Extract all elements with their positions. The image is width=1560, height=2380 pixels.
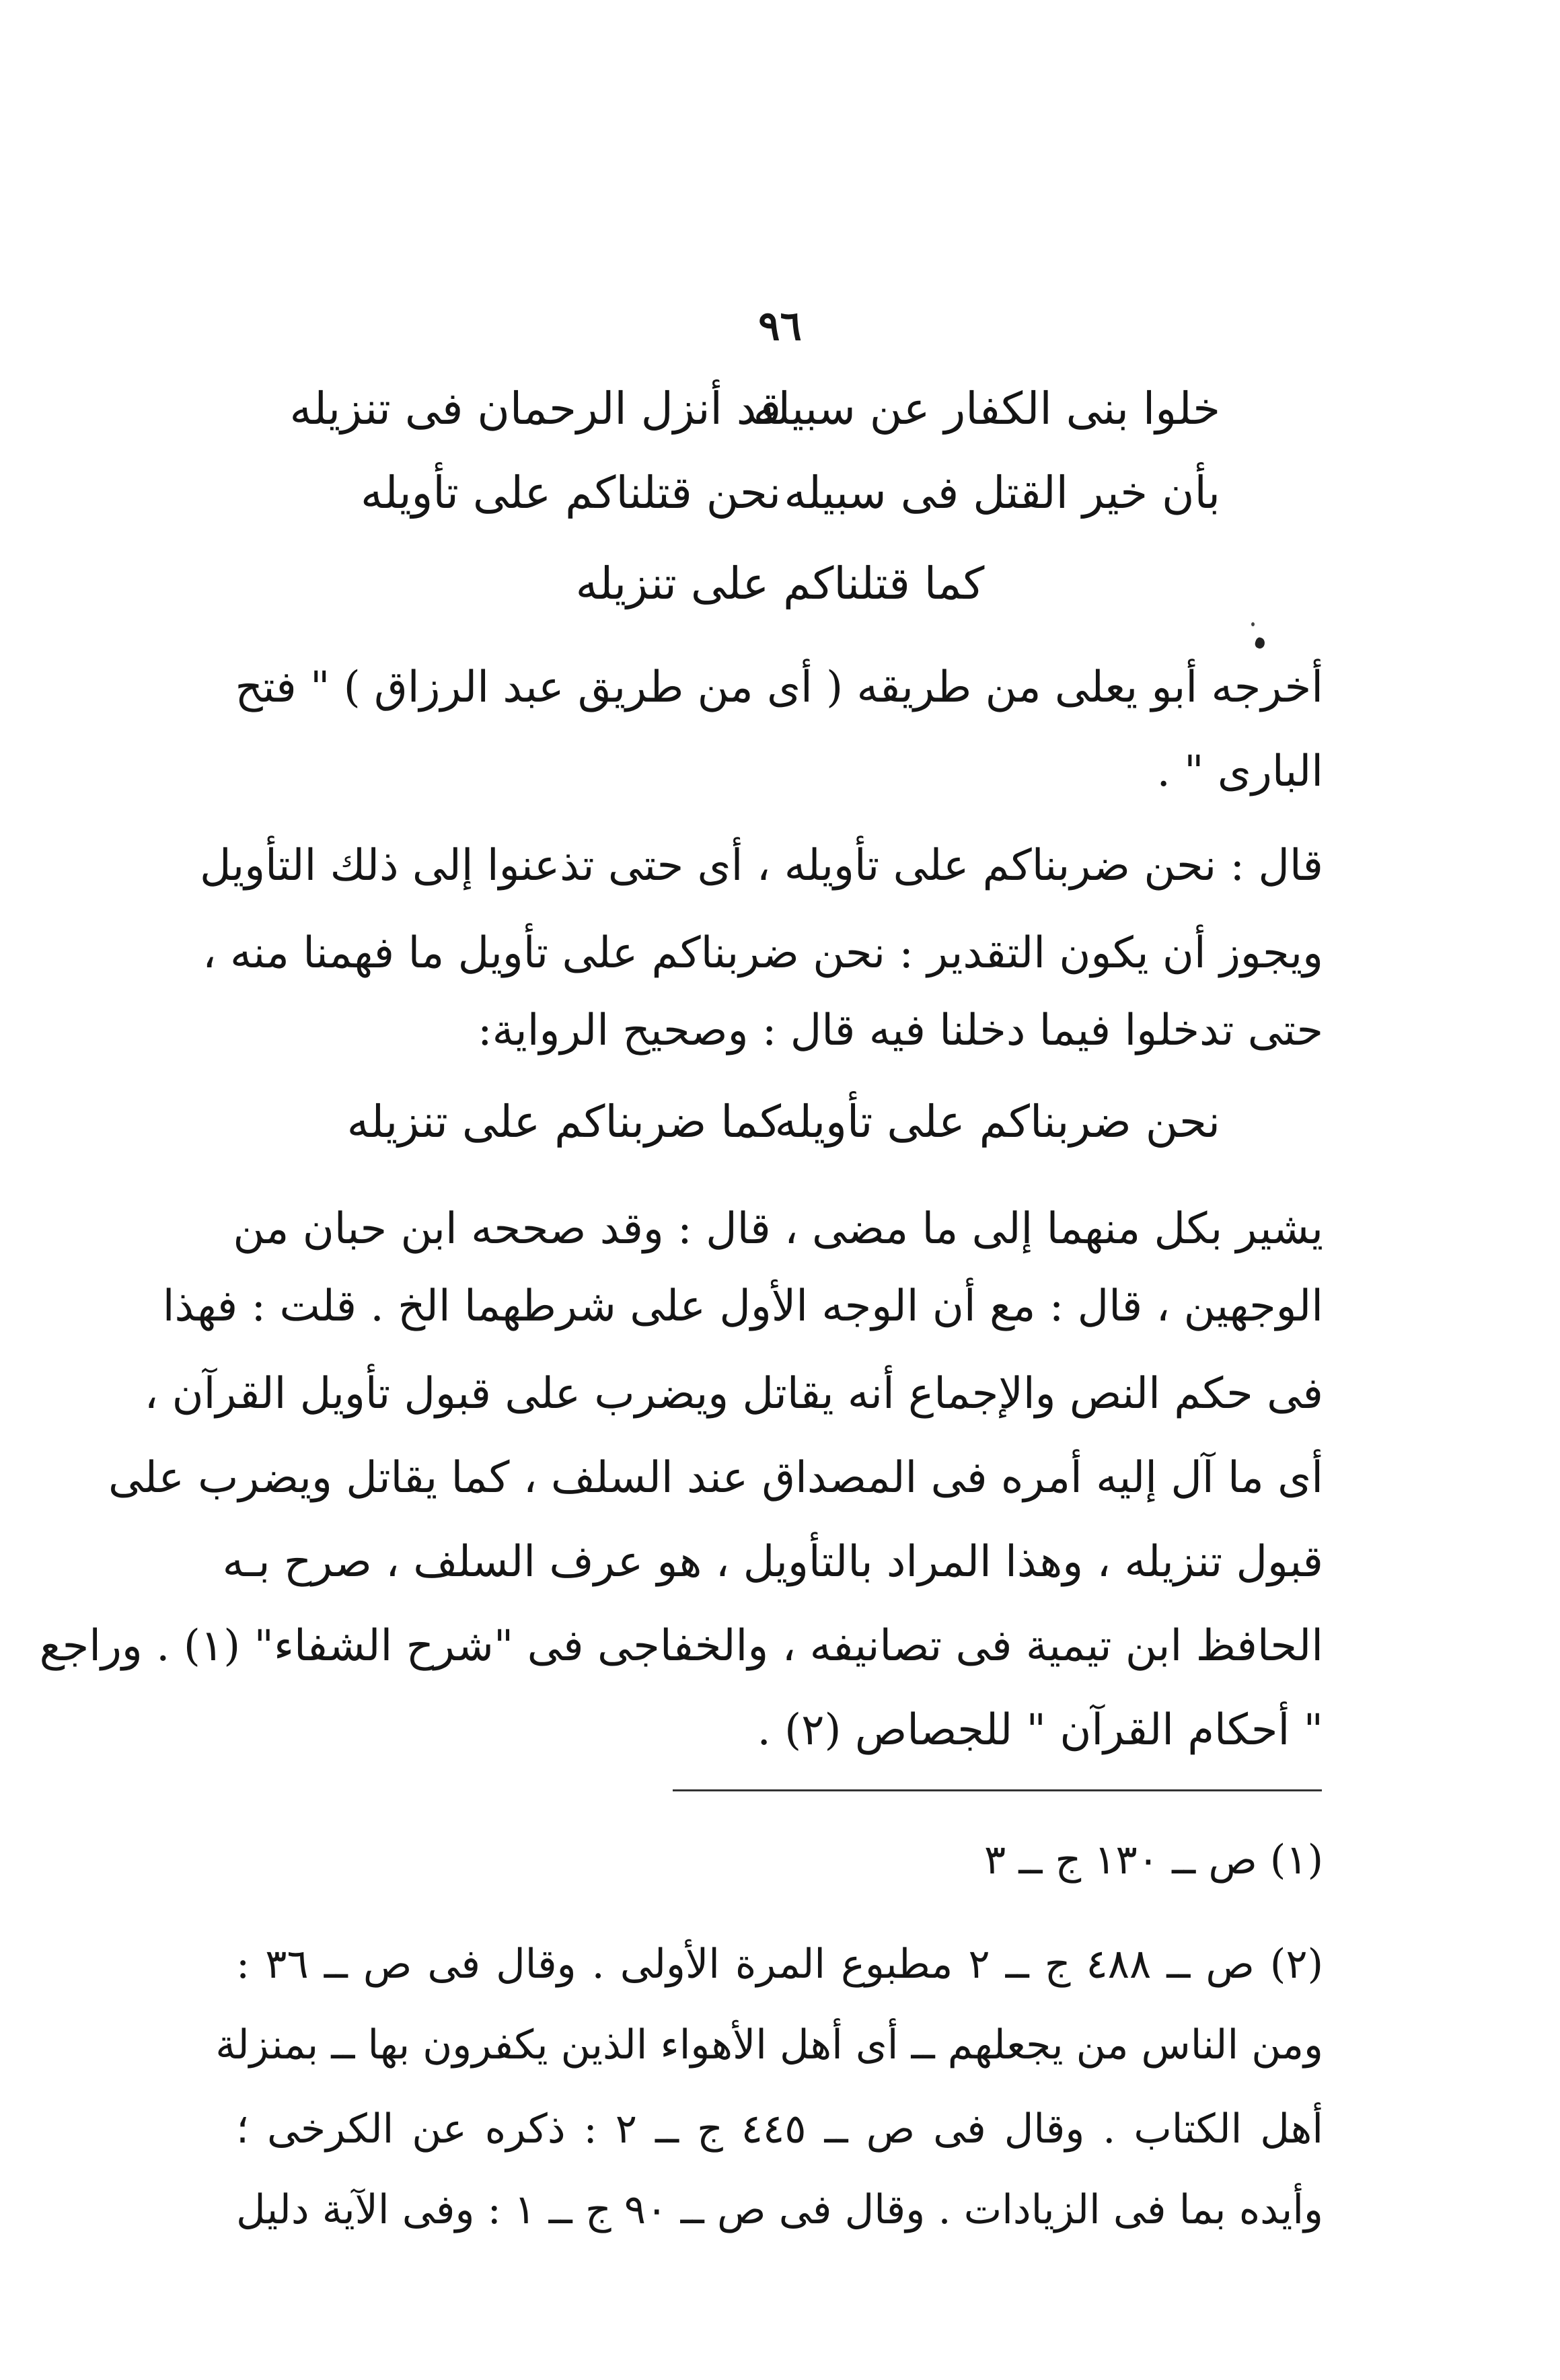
ink-speck (1254, 636, 1267, 650)
body-line4: أى ما آل إليه أمره فى المصداق عند السلف ، كما يقاتل ويضرب على (108, 1453, 1323, 1503)
body-line5: قبول تنزيله ، وهذا المراد بالتأويل ، هو عرف السلف ، صرح بـه (222, 1537, 1323, 1587)
footnote-1: (١) ص ــ ١٣٠ ج ــ ٣ (983, 1836, 1323, 1884)
verse2-right: نحن ضربناكم على تأويله (774, 1096, 1220, 1148)
page-number: ٩٦ (758, 303, 802, 350)
commentary-line3: حتى تدخلوا فيما دخلنا فيه قال : وصحيح الرواية: (478, 1006, 1323, 1055)
commentary-line1: قال : نحن ضربناكم على تأويله ، أى حتى تذعنوا إلى ذلك التأويل (199, 841, 1323, 891)
ink-speck-small (1251, 622, 1255, 626)
source-note-line2: البارى " . (1156, 747, 1323, 796)
commentary-line2: ويجوز أن يكون التقدير : نحن ضربناكم على تأويل ما فهمنا منه ، (202, 928, 1323, 978)
poem-line3-center: كما قتلناكم على تنزيله (575, 558, 985, 609)
poem-line1-left: قد أنزل الرحمان فى تنزيله (289, 383, 781, 435)
footnote-2-line1: (٢) ص ــ ٤٨٨ ج ــ ٢ مطبوع المرة الأولى . وقال فى ص ــ ٣٦ : (236, 1941, 1323, 1988)
footnote-separator (673, 1789, 1322, 1791)
footnote-2-line3: أهل الكتاب . وقال فى ص ــ ٤٤٥ ج ــ ٢ : ذكره عن الكرخى ؛ (236, 2106, 1323, 2153)
body-line2: الوجهين ، قال : مع أن الوجه الأول على شرطهما الخ . قلت : فهذا (162, 1281, 1323, 1331)
poem-line2-left: نحن قتلناكم على تأويله (360, 467, 781, 519)
verse2-left: كما ضربناكم على تنزيله (346, 1096, 781, 1148)
footnote-2-line2: ومن الناس من يجعلهم ــ أى أهل الأهواء الذين يكفرون بها ــ بمنزلة (215, 2021, 1323, 2069)
body-line7: " أحكام القرآن " للجصاص (٢) . (757, 1705, 1323, 1755)
footnote-2-line4: وأيده بما فى الزيادات . وقال فى ص ــ ٩٠ ج ــ ١ : وفى الآية دليل (236, 2186, 1323, 2233)
body-line6: الحافظ ابن تيمية فى تصانيفه ، والخفاجى فى "شرح الشفاء" (١) . وراجع (39, 1621, 1323, 1671)
source-note-line1: أخرجه أبو يعلى من طريقه ( أى من طريق عبد الرزاق ) " فتح (235, 663, 1323, 712)
body-line3: فى حكم النص والإجماع أنه يقاتل ويضرب على قبول تأويل القرآن ، (144, 1369, 1323, 1419)
poem-line1-right: خلوا بنى الكفار عن سبيله (753, 383, 1220, 435)
poem-line2-right: بأن خير القتل فى سبيله (784, 467, 1220, 519)
body-line1: يشير بكل منهما إلى ما مضى ، قال : وقد صححه ابن حبان من (233, 1204, 1323, 1254)
